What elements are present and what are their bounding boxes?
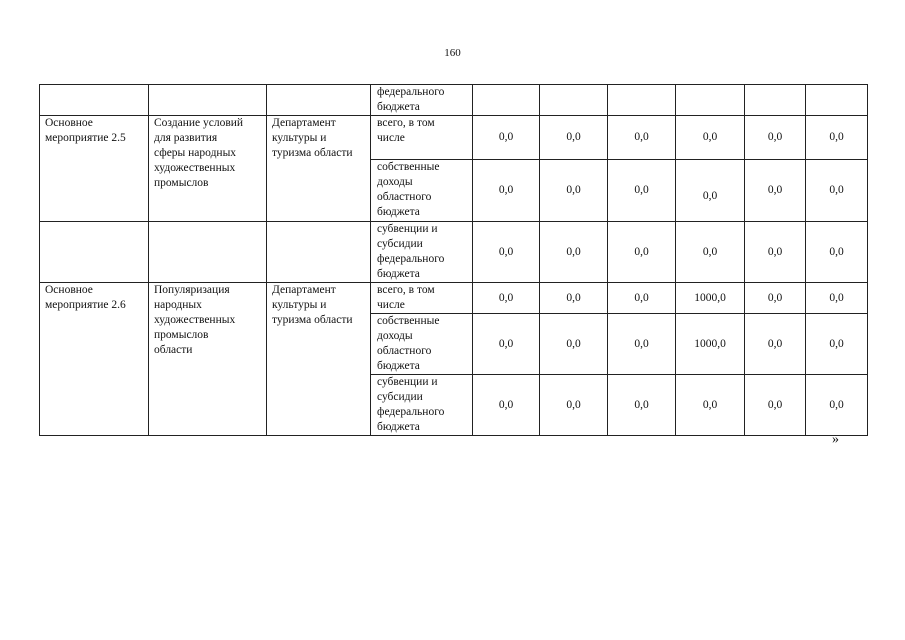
cell-executor: Департамент культуры и туризма области <box>267 116 371 222</box>
cell-value: 0,0 <box>608 222 676 283</box>
cell-activity-empty <box>40 222 149 283</box>
cell-activity: Основное мероприятие 2.6 <box>40 283 149 436</box>
cell-value: 0,0 <box>608 283 676 314</box>
budget-table <box>39 84 868 436</box>
cell-value: 0,0 <box>608 116 676 160</box>
cell-funding-source: всего, в том числе <box>371 116 473 160</box>
cell-value: 0,0 <box>745 116 806 160</box>
cell-value-empty <box>745 85 806 116</box>
closing-quote-mark: » <box>832 432 839 447</box>
cell-value-empty <box>676 85 745 116</box>
cell-value: 0,0 <box>745 314 806 375</box>
cell-activity-empty <box>40 85 149 116</box>
cell-value: 0,0 <box>608 375 676 436</box>
cell-value: 0,0 <box>608 314 676 375</box>
cell-executor: Департамент культуры и туризма области <box>267 283 371 436</box>
cell-value: 0,0 <box>676 160 745 222</box>
cell-value: 0,0 <box>473 314 540 375</box>
cell-value: 0,0 <box>540 283 608 314</box>
table-row <box>40 283 868 314</box>
cell-value: 0,0 <box>745 375 806 436</box>
cell-value: 0,0 <box>676 375 745 436</box>
cell-value-empty <box>608 85 676 116</box>
cell-value: 0,0 <box>806 314 868 375</box>
cell-value: 0,0 <box>540 116 608 160</box>
cell-value: 0,0 <box>473 116 540 160</box>
cell-value: 0,0 <box>473 160 540 222</box>
cell-value: 0,0 <box>540 222 608 283</box>
cell-value: 0,0 <box>745 283 806 314</box>
cell-name-empty <box>149 222 267 283</box>
cell-activity: Основное мероприятие 2.5 <box>40 116 149 222</box>
cell-value: 0,0 <box>473 283 540 314</box>
cell-value-empty <box>806 85 868 116</box>
cell-value: 0,0 <box>806 222 868 283</box>
cell-value: 0,0 <box>540 314 608 375</box>
cell-activity-name: Создание условий для развития сферы народных художественных промыслов <box>149 116 267 222</box>
cell-value: 0,0 <box>806 375 868 436</box>
page-number: 160 <box>444 47 461 59</box>
cell-value: 0,0 <box>806 283 868 314</box>
cell-value: 1000,0 <box>676 283 745 314</box>
cell-funding-source: собственные доходы областного бюджета <box>371 160 473 222</box>
cell-funding-source: федерального бюджета <box>371 85 473 116</box>
cell-value-empty <box>473 85 540 116</box>
cell-value: 0,0 <box>806 116 868 160</box>
cell-value: 0,0 <box>540 375 608 436</box>
cell-value: 0,0 <box>608 160 676 222</box>
cell-executor-empty <box>267 85 371 116</box>
cell-value: 0,0 <box>473 375 540 436</box>
cell-funding-source: собственные доходы областного бюджета <box>371 314 473 375</box>
cell-value: 1000,0 <box>676 314 745 375</box>
table-row-continuation <box>40 85 868 116</box>
table-row <box>40 116 868 160</box>
cell-value: 0,0 <box>806 160 868 222</box>
table-row <box>40 222 868 283</box>
cell-value: 0,0 <box>745 222 806 283</box>
cell-value: 0,0 <box>745 160 806 222</box>
cell-name-empty <box>149 85 267 116</box>
cell-activity-name: Популяризация народных художественных промыслов области <box>149 283 267 436</box>
cell-funding-source: субвенции и субсидии федерального бюджета <box>371 375 473 436</box>
cell-funding-source: субвенции и субсидии федерального бюджета <box>371 222 473 283</box>
cell-funding-source: всего, в том числе <box>371 283 473 314</box>
cell-value: 0,0 <box>540 160 608 222</box>
cell-value-empty <box>540 85 608 116</box>
cell-value: 0,0 <box>473 222 540 283</box>
cell-value: 0,0 <box>676 116 745 160</box>
cell-executor-empty <box>267 222 371 283</box>
cell-value: 0,0 <box>676 222 745 283</box>
